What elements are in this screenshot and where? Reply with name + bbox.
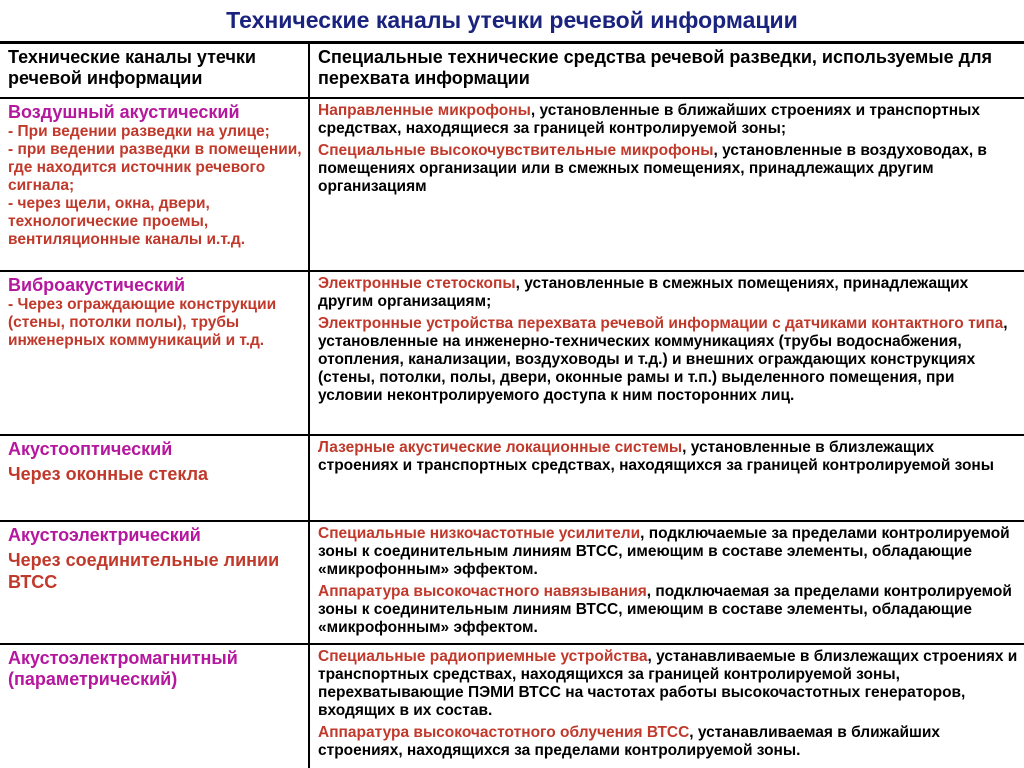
means-description: , подключаемая за пределами контролируемой зоны к соединительным линиям ВТСС, имеющим в составе элементы, обладающие «микрофонным» эффектом.: [318, 583, 1012, 636]
means-description: , устанавливаемая в ближайших строениях, находящихся за пределами контролируемой зоны.: [318, 724, 941, 759]
means-device: Направленные микрофоны: [318, 102, 531, 119]
table-row: [0, 644, 1024, 768]
table-row: [0, 521, 1024, 644]
channel-cell: [0, 521, 309, 644]
means-device: Аппаратура высокочастного навязывания: [318, 583, 647, 600]
means-device: Специальные высокочувствительные микрофоны: [318, 142, 714, 159]
means-cell: [309, 521, 1024, 644]
means-cell: [309, 271, 1024, 435]
page-title: Технические каналы утечки речевой информации: [226, 7, 798, 33]
means-device: Специальные радиоприемные устройства: [318, 648, 648, 665]
channel-note: - через щели, окна, двери, технологические проемы, вентиляционные каналы и.т.д.: [8, 195, 245, 248]
table-row: [0, 435, 1024, 521]
means-device: Специальные низкочастотные усилители: [318, 525, 641, 542]
means-item: [318, 648, 1018, 720]
means-item: [318, 275, 1018, 311]
means-device: Лазерные акустические локационные системы: [318, 439, 683, 456]
table-row: [0, 98, 1024, 271]
channel-cell: [0, 435, 309, 521]
channel-note: - Через ограждающие конструкции (стены, потолки полы), трубы инженерных коммуникаций и т.д.: [8, 296, 277, 349]
channel-name: Акустоэлектромагнитный (параметрический): [8, 648, 238, 689]
means-item: [318, 102, 1018, 138]
means-cell: [309, 644, 1024, 768]
means-description: , установленные на инженерно-технических коммуникациях (трубы водоснабжения, отопления, канализации, воздуховоды и т.д.) и внешних ограждающих конструкциях (стены, потолки, полы, двери, оконные рамы и т.п.) выделенного помещения, при условии неконтролируемого доступа к ним посторонних лиц.: [318, 315, 1008, 404]
channel-cell: [0, 271, 309, 435]
header-channels: Технические каналы утечки речевой информации: [0, 44, 309, 98]
means-description: , устанавливаемые в близлежащих строениях и транспортных средствах, находящихся за границей контролируемой зоны, перехватывающие ПЭМИ ВТСС на частотах работы высокочастотных генераторов, входящих в их состав.: [318, 648, 1018, 719]
channel-name: Воздушный акустический: [8, 102, 240, 122]
means-item: [318, 724, 1018, 760]
means-device: Аппаратура высокочастотного облучения ВТСС: [318, 724, 690, 741]
means-description: , подключаемые за пределами контролируемой зоны к соединительным линиям ВТСС, имеющим в составе элементы, обладающие «микрофонным» эффектом.: [318, 525, 1010, 578]
header-means: Специальные технические средства речевой разведки, используемые для перехвата информации: [309, 44, 1024, 98]
channel-cell: [0, 98, 309, 271]
means-cell: [309, 98, 1024, 271]
channel-note: - при ведении разведки в помещении, где находится источник речевого сигнала;: [8, 141, 302, 194]
channel-name: Акустоэлектрический: [8, 525, 201, 545]
table-row: [0, 271, 1024, 435]
means-item: [318, 583, 1018, 637]
means-item: [318, 525, 1018, 579]
channel-name: Виброакустический: [8, 275, 186, 295]
channel-note: Через соединительные линии ВТСС: [8, 550, 280, 592]
means-description: , установленные в близлежащих строениях и транспортных средствах, находящихся за границей контролируемой зоны: [318, 439, 995, 474]
means-device: Электронные стетоскопы: [318, 275, 516, 292]
channels-table: [0, 44, 1024, 768]
means-description: , установленные в воздуховодах, в помещениях организации или в смежных помещениях, принадлежащих другим организациям: [318, 142, 987, 195]
means-description: , установленные в смежных помещениях, принадлежащих другим организациям;: [318, 275, 969, 310]
means-cell: [309, 435, 1024, 521]
means-item: [318, 142, 1018, 196]
channel-note: - При ведении разведки на улице;: [8, 123, 270, 140]
channel-cell: [0, 644, 309, 768]
means-device: Электронные устройства перехвата речевой информации с датчиками контактного типа: [318, 315, 1004, 332]
table-header-row: [0, 44, 1024, 98]
means-item: [318, 315, 1018, 405]
means-description: , установленные в ближайших строениях и транспортных средствах, находящиеся за границей контролируемой зоны;: [318, 102, 980, 137]
means-item: [318, 439, 1018, 475]
channel-name: Акустооптический: [8, 439, 173, 459]
channel-note: Через оконные стекла: [8, 464, 209, 484]
